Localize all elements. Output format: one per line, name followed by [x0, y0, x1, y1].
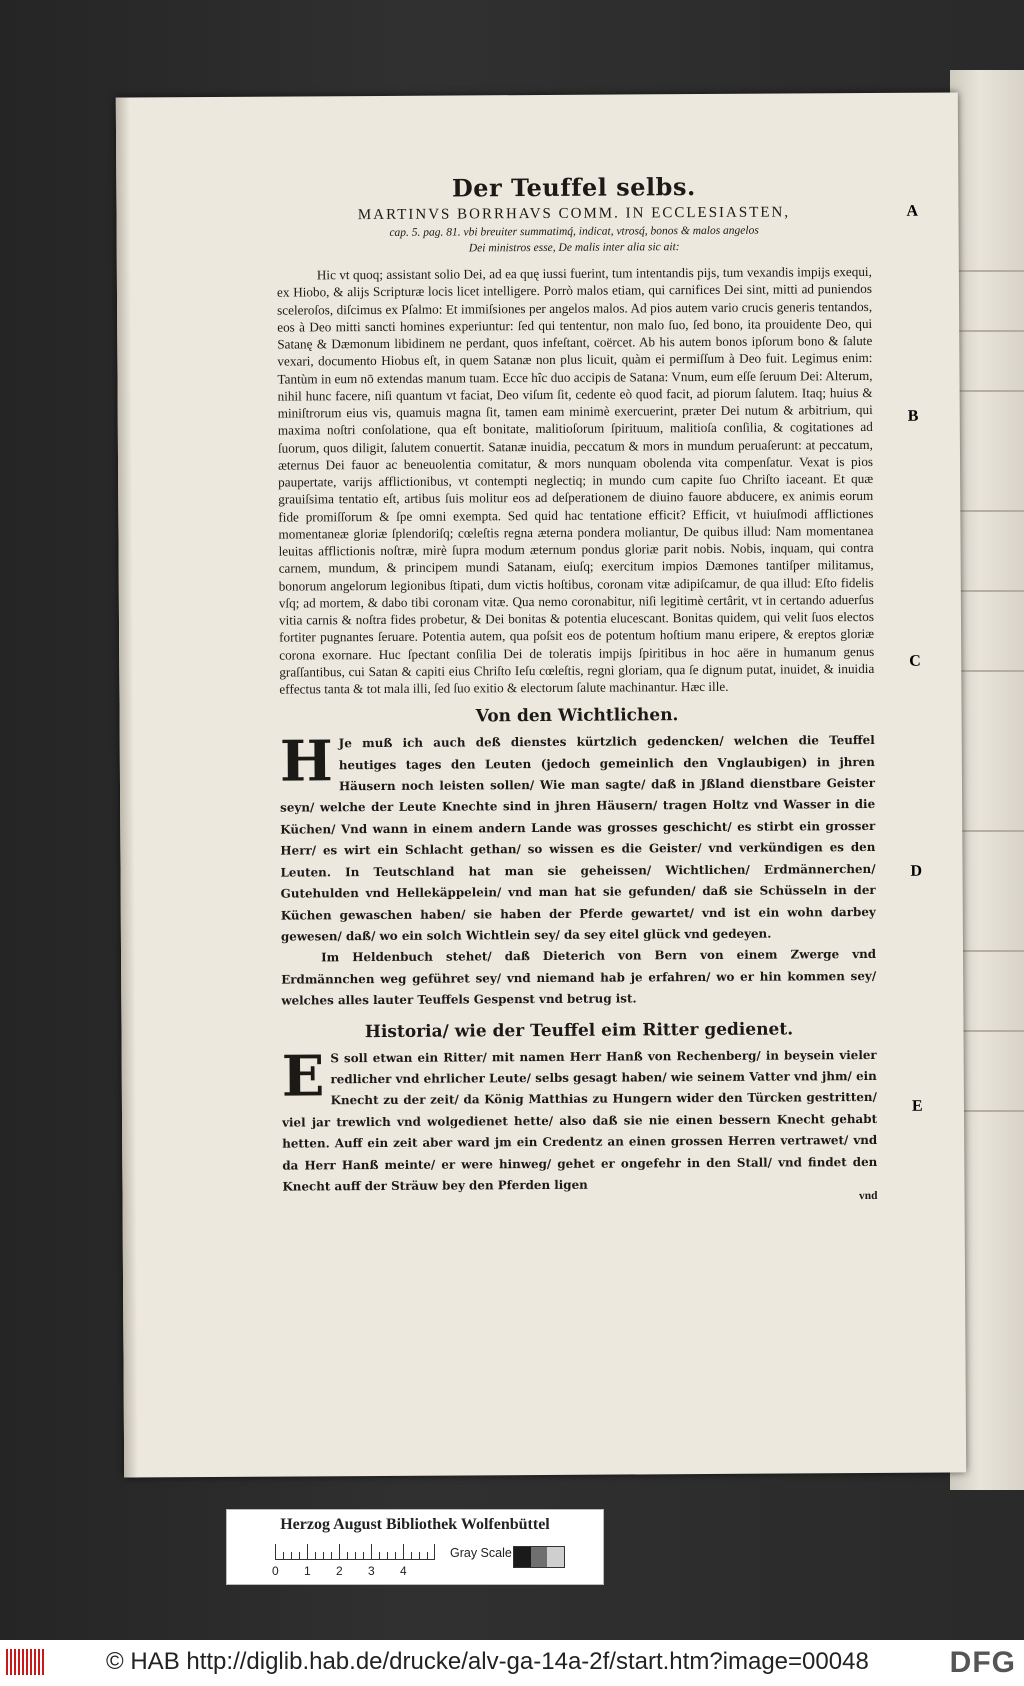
section-heading-wichtlichen: Von den Wichtlichen. [475, 705, 679, 727]
margin-letter-b: B [907, 407, 919, 425]
scale-number-3: 3 [368, 1564, 375, 1578]
dropcap-h: H [279, 728, 333, 795]
section-historia-body [282, 1044, 878, 1197]
barcode-icon [6, 1649, 46, 1675]
page-text-block [276, 93, 878, 1206]
page-heading: Der Teuffel selbs. [451, 172, 696, 203]
wichtlichen-paragraph-1 [280, 730, 876, 948]
scale-number-0: 0 [272, 1564, 279, 1578]
margin-letter-d: D [910, 862, 923, 880]
scale-number-1: 1 [304, 1564, 311, 1578]
footer-bar [0, 1640, 1024, 1686]
gray-swatch-light [547, 1547, 564, 1567]
scale-ruler [275, 1544, 435, 1560]
latin-subtitle-line-2: Dei ministros esse, De malis inter alia sic ait: [468, 241, 680, 255]
historia-paragraph-1 [282, 1044, 878, 1197]
wichtlichen-paragraph-1-text: Je muß ich auch deß dienstes kürtzlich gedencken/ welchen die Teuffel heutiges tages den Leuten (jedoch gemeinlich den Vnglaubigen) in jhren Häusern noch leisten sollen/ Wie man sagte/ daß in Jßland dienstbare Geister seyn/ welche der Leute Knechte sind in jhren Häusern/ tragen Holtz vnd Wasser in die Küchen/ Vnd wann in einem andern Lande was grosses geschicht/ es stirbt ein grosser Herr/ es wirt ein Schlacht gethan/ so wissen es die Geister/ vnd verkündigen es den Leuten. In Teutschland hat man sie geheissen/ Wichtlichen/ Erdmännerchen/ Gutehulden vnd Hellekäppelein/ vnd man hat sie gefunden/ daß sie Schüsseln in der Küchen gewaschen haben/ sie haben der Pferde gewartet/ vnd ist ein wohn darbey gewesen/ daß/ wo ein solch Wichtlein sey/ da sey eitel glück vnd gedeyen. [280, 733, 876, 944]
scale-number-4: 4 [400, 1564, 407, 1578]
gray-swatch-mid [531, 1547, 548, 1567]
library-name: Herzog August Bibliothek Wolfenbüttel [280, 1516, 550, 1533]
scale-number-2: 2 [336, 1564, 343, 1578]
gray-scale-label: Gray Scale [450, 1546, 512, 1560]
latin-body-text: Hic vt quoq; assistant solio Dei, ad ea quę iussi fuerint, tum intentandis pijs, tum vexandis impijs exequi, ex Hiobo, & alijs Scripturæ locis licet intelligere. Porrò malos etiam, qui carnifices Dei sint, mitti ad puniendos sceleroſos, diſcimus ex Pſalmo: Et immiſsiones per angelos malos. Ad pios autem vario crucis generis tentandos, eos à Deo mitti sancti homines experiuntur: ſed qui tententur, non malo ſuo, ſed bono, ita prouidente Deo, qui Satanę & Dæmonum libidinem ne perdant, quos infeſtant, coërcet. Ab his autem bonos ipſorum bono & ſalute vexari, documento Hiobus eſt, in quem Satanæ non plus licuit, quàm ei permiſſum à Deo fuit. Legimus enim: Tantùm in eum nō extendas manum tuam. Ecce hîc duo accipis de Satana: Vnum, eum eſſe ſeruum Dei: Alterum, nihil hunc facere, niſi quantum vt faciat, Deo viſum ſit, cedente eò quod facit, ad piorum ſalutem. Itaq; huius & miniſtrorum eius vis, quamuis magna ſit, tamen eam minimè exercuerint, præter Dei nutum & arbitrium, qui maxima noſtri conſolatione, qua eſt bonitate, malitioſorum ſpirituum, malitioſa conſilia, & cogitationes ad ſuorum, quos diligit, ſalutem conuertit. Satanæ inuidia, peccatum & mors in mundum peruaſerunt: at peccatum, æternus Dei fauor ac beneuolentia comitatur, & mors nunquam obolenda vita compenſatur. Vexat is pios paupertate, varijs afflictionibus, vt contempti neglectiq; in mundo cum capite ſuo Chriſto iaceant. Et quæ grauiſsima tentatio eſt, artibus ſuis molitur eos ad deſperationem de diuino fauore abducere, ex animis eorum fide promiſſorum & ſpe omni exempta. Sed quid hac tentatione efficit? Efficit, vt huiuſmodi afflictiones momentaneæ gloriæ ſplendoriſq; cœleſtis regna æterna pondera moliantur, De quibus illud: Nam momentanea leuitas afflictionis noſtræ, mirè ſupra modum æternum pondus gloriæ parit nobis. Nobis, inquam, qui contra carnem, mundum, & principem mundi Satanam, eiuſq; exercitum impios Dæmones tantiſper militamus, bonorum angelorum legionibus ſtipati, dum victis hoſtibus, coronam vitæ adipiſcamur, de qua illud: Eſto fidelis vſq; ad mortem, & dabo tibi coronam vitæ. Qua nemo coronabitur, niſi legitimè certârit, vt in certando aduerſus vitia carnis & noſtra fides probetur, & Dei bonitas & potentia elucescant. Bonitas quidem, qui velit ſuos electos fortiter pugnantes ſeruare. Potentia autem, qua poſsit eos de potentum hoſtium manu eripere, & ereptos gloriæ corona exornare. Huc ſpectant conſilia Dei de toleratis impijs ſpiritibus in hoc aëre in humanum genus graſſantibus, cui Satan & capiti eius Chriſto Ieſu cœleſtis, regni gloriam, qua ſe dignum putat, inuidet, & inuidia effectus tanta & tot mala illi, ſed ſuo exitio & electorum ſalute machinantur. Hæc ille. [276, 263, 875, 697]
wichtlichen-paragraph-2: Im Heldenbuch stehet/ daß Dieterich von Bern von einem Zwerge vnd Erdmännchen weg geführet sey/ vnd niemand hab je erfahren/ wo er hin kommen sey/ welches alles lauter Teuffels Gespenst vnd betrug ist. [281, 947, 877, 1008]
margin-letter-a: A [906, 202, 919, 220]
book-page [116, 92, 966, 1477]
section-wichtlichen-body [280, 730, 877, 1012]
source-link[interactable]: © HAB http://diglib.hab.de/drucke/alv-ga-14a-2f/start.htm?image=00048 [106, 1648, 869, 1675]
dfg-logo: DFG [949, 1646, 1016, 1679]
section-heading-historia: Historia/ wie der Teuffel eim Ritter gedienet. [364, 1018, 794, 1042]
dropcap-e: E [281, 1042, 325, 1110]
historia-paragraph-1-text: S soll etwan ein Ritter/ mit namen Herr Hanß von Rechenberg/ in beysein vieler redlicher vnd ehrlicher Leute/ selbs gesagt haben/ wie seinem Vatter vnd jhm/ ein Knecht zu der zeit/ da König Matthias zu Hungern wider den Türcken gestritten/ viel jar trewlich vnd wolgedienet hette/ also daß sie nie einen bessern Knecht gehabt hetten. Auff ein zeit aber ward jm ein Credentz an einen grossen Herren vertrawet/ vnd da Herr Hanß meinte/ er were hinweg/ gehet er ongefehr in den Stall/ vnd findet den Knecht auff der Sträuw bey den Pferden ligen [282, 1047, 878, 1194]
gray-scale-swatches [513, 1546, 565, 1568]
gray-swatch-dark [514, 1547, 531, 1567]
catchword: vnd [858, 1190, 878, 1203]
margin-letter-e: E [911, 1097, 923, 1115]
latin-subtitle-line-1: cap. 5. pag. 81. vbi breuiter summatimq́, indicat, vtrosq́, bonos & malos angelos [389, 224, 759, 239]
latin-title: MARTINVS BORRHAVS COMM. IN ECCLESIASTEN, [357, 204, 791, 224]
color-calibration-card [226, 1509, 604, 1585]
margin-letter-c: C [909, 652, 921, 670]
